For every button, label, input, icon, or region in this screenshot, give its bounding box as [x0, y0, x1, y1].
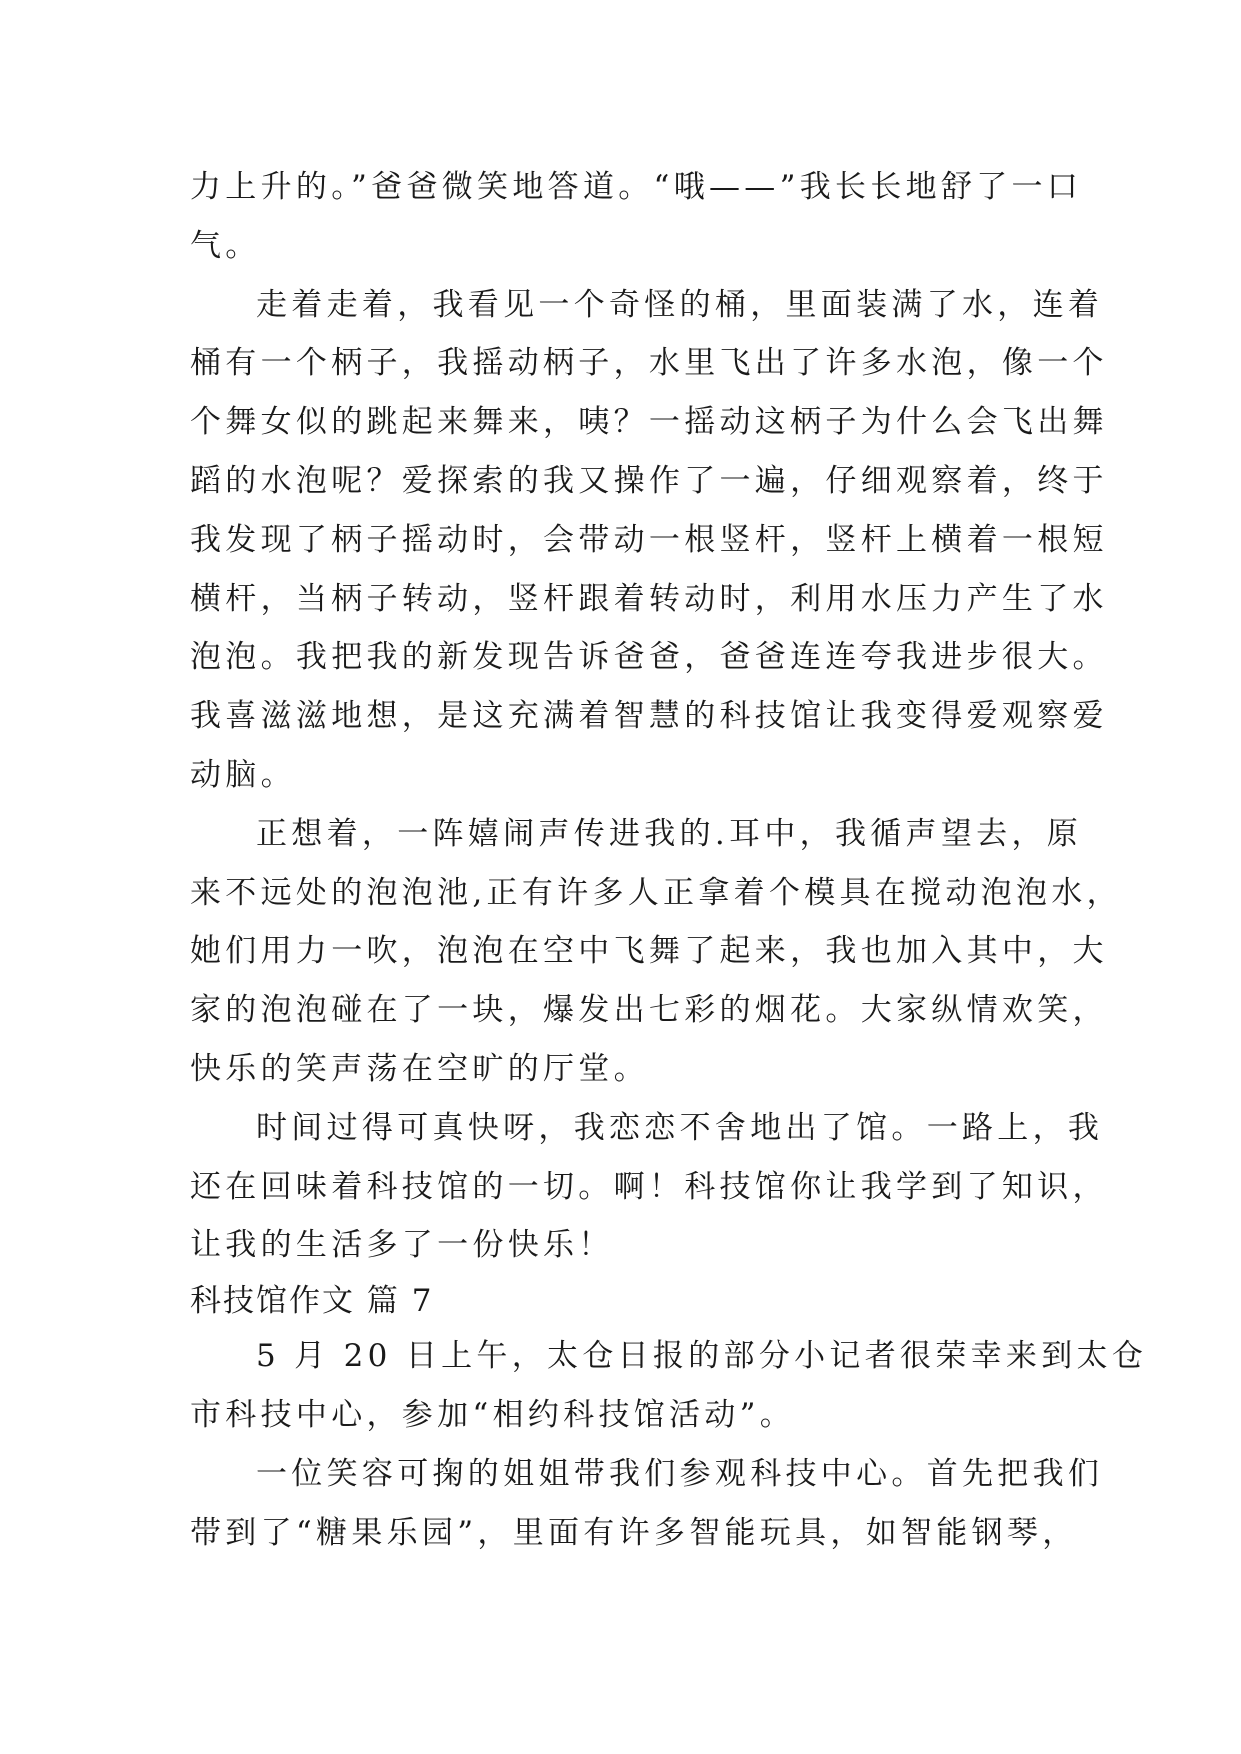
essay-heading: 科技馆作文 篇 7 — [190, 1283, 434, 1320]
text-line: 我发现了柄子摇动时，会带动一根竖杆，竖杆上横着一根短 — [190, 521, 1108, 558]
text-line: 气。 — [190, 227, 261, 264]
text-line: 横杆，当柄子转动，竖杆跟着转动时，利用水压力产生了水 — [190, 580, 1108, 617]
essay-section-7 — [190, 1327, 1148, 1562]
text-line: 还在回味着科技馆的一切。啊！科技馆你让我学到了知识， — [190, 1168, 1108, 1205]
text-line: 她们用力一吹，泡泡在空中飞舞了起来，我也加入其中，大 — [190, 933, 1108, 970]
text-line: 家的泡泡碰在了一块，爆发出七彩的烟花。大家纵情欢笑， — [190, 992, 1108, 1029]
text-line: 带到了“糖果乐园”，里面有许多智能玩具，如智能钢琴， — [190, 1514, 1078, 1551]
paragraph-start-line: 一位笑容可掬的姐姐带我们参观科技中心。首先把我们 — [256, 1455, 1104, 1492]
text-line: 快乐的笑声荡在空旷的厅堂。 — [190, 1050, 649, 1087]
text-line: 泡泡。我把我的新发现告诉爸爸，爸爸连连夸我进步很大。 — [190, 639, 1108, 676]
essay-section-1 — [190, 158, 1122, 1275]
text-line: 动脑。 — [190, 756, 296, 793]
paragraph-start-line: 时间过得可真快呀，我恋恋不舍地出了馆。一路上，我 — [256, 1109, 1104, 1146]
text-line: 力上升的。”爸爸微笑地答道。“哦——”我长长地舒了一口 — [190, 169, 1083, 205]
text-line: 市科技中心，参加“相约科技馆活动”。 — [190, 1396, 796, 1433]
text-line: 我喜滋滋地想，是这充满着智慧的科技馆让我变得爱观察爱 — [190, 698, 1108, 735]
text-line: 来不远处的泡泡池,正有许多人正拿着个模具在搅动泡泡水， — [190, 874, 1122, 911]
paragraph-start-line: 正想着，一阵嬉闹声传进我的.耳中，我循声望去，原 — [256, 815, 1083, 852]
paragraph-start-line: 走着走着，我看见一个奇怪的桶，里面装满了水，连着 — [256, 286, 1104, 323]
paragraph-start-line: 5 月 20 日上午，太仓日报的部分小记者很荣幸来到太仓 — [256, 1338, 1148, 1375]
text-line: 个舞女似的跳起来舞来，咦？一摇动这柄子为什么会飞出舞 — [190, 404, 1108, 441]
text-line: 让我的生活多了一份快乐！ — [190, 1227, 614, 1264]
text-line: 桶有一个柄子，我摇动柄子，水里飞出了许多水泡，像一个 — [190, 345, 1108, 382]
document-page — [190, 158, 1148, 1562]
text-line: 蹈的水泡呢？爱探索的我又操作了一遍，仔细观察着，终于 — [190, 462, 1108, 499]
